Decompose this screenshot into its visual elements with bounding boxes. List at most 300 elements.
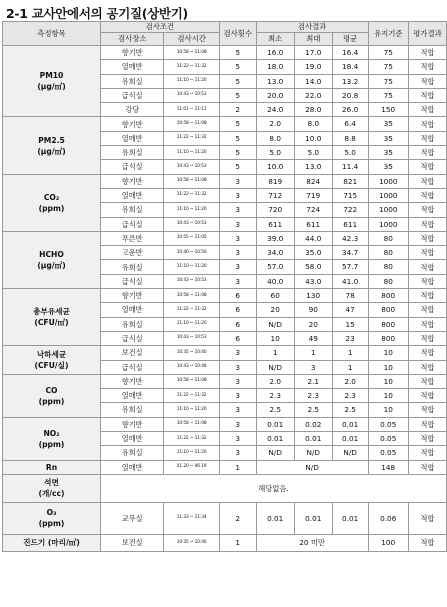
header-place: 검사장소 xyxy=(101,33,164,46)
place-cell: 유희실 xyxy=(101,317,164,331)
place-cell: 급식실 xyxy=(101,360,164,374)
min-cell: 13.0 xyxy=(256,74,294,88)
max-cell: 90 xyxy=(294,303,332,317)
count-cell: 3 xyxy=(219,432,256,446)
count-cell: 6 xyxy=(219,331,256,345)
standard-cell: 148 xyxy=(368,460,408,474)
count-cell: 3 xyxy=(219,346,256,360)
max-cell: 5.0 xyxy=(294,146,332,160)
time-cell: 10:43 ~ 10:53 xyxy=(164,217,219,231)
min-cell: 10 xyxy=(256,331,294,345)
count-cell: 6 xyxy=(219,317,256,331)
avg-cell: 722 xyxy=(332,203,368,217)
count-cell: 3 xyxy=(219,417,256,431)
place-cell: 열매반 xyxy=(101,188,164,202)
time-cell: 11:10 ~ 11:20 xyxy=(164,317,219,331)
standard-cell: 0.06 xyxy=(368,502,408,534)
avg-cell: 41.0 xyxy=(332,274,368,288)
min-cell: 20 xyxy=(256,303,294,317)
item-unit: (개/cc) xyxy=(38,489,65,499)
max-cell: 0.01 xyxy=(294,432,332,446)
min-cell: 18.0 xyxy=(256,60,294,74)
max-cell: 0.01 xyxy=(294,502,332,534)
count-cell: 1 xyxy=(219,460,256,474)
header-min: 최소 xyxy=(256,33,294,46)
avg-cell: 13.2 xyxy=(332,74,368,88)
max-cell: 2.1 xyxy=(294,374,332,388)
count-cell: 3 xyxy=(219,260,256,274)
max-cell: 130 xyxy=(294,289,332,303)
place-cell: 유희실 xyxy=(101,446,164,460)
count-cell: 2 xyxy=(219,103,256,117)
item-name: CO xyxy=(45,385,58,395)
item-unit: (μg/㎥) xyxy=(37,82,66,92)
count-cell: 3 xyxy=(219,246,256,260)
max-cell: 17.0 xyxy=(294,46,332,60)
min-cell: 819 xyxy=(256,174,294,188)
max-cell: 10.0 xyxy=(294,131,332,145)
item-name-cell xyxy=(3,502,101,534)
eval-cell: 적합 xyxy=(408,346,446,360)
place-cell: 급식실 xyxy=(101,331,164,345)
eval-cell: 적합 xyxy=(408,331,446,345)
standard-cell: 10 xyxy=(368,346,408,360)
eval-cell: 적합 xyxy=(408,289,446,303)
min-cell: 1 xyxy=(256,346,294,360)
time-cell: 11:10 ~ 11:20 xyxy=(164,403,219,417)
item-name: CO₂ xyxy=(43,192,60,202)
place-cell: 열매반 xyxy=(101,389,164,403)
header-max: 최대 xyxy=(294,33,332,46)
min-cell: 0.01 xyxy=(256,502,294,534)
item-name-cell xyxy=(3,289,101,346)
item-name-cell xyxy=(3,374,101,417)
avg-cell: 1 xyxy=(332,346,368,360)
standard-cell: 35 xyxy=(368,146,408,160)
header-standard: 유지기준 xyxy=(368,22,408,46)
time-cell: 10:58 ~ 11:08 xyxy=(164,46,219,60)
place-cell: 열매반 xyxy=(101,432,164,446)
avg-cell: 16.4 xyxy=(332,46,368,60)
time-cell: 10:43 ~ 10:53 xyxy=(164,88,219,102)
header-result: 검사결과 xyxy=(256,22,368,33)
eval-cell: 적합 xyxy=(408,160,446,174)
place-cell: 열매반 xyxy=(101,460,164,474)
standard-cell: 0.05 xyxy=(368,417,408,431)
avg-cell: 0.01 xyxy=(332,432,368,446)
min-cell: 57.0 xyxy=(256,260,294,274)
standard-cell: 800 xyxy=(368,289,408,303)
time-cell: 11:22 ~ 11:32 xyxy=(164,188,219,202)
count-cell: 3 xyxy=(219,360,256,374)
avg-cell: 78 xyxy=(332,289,368,303)
eval-cell: 적합 xyxy=(408,502,446,534)
item-name: Rn xyxy=(45,462,58,472)
item-unit: (ppm) xyxy=(38,439,65,449)
avg-cell: 0.01 xyxy=(332,502,368,534)
min-cell: 60 xyxy=(256,289,294,303)
count-cell: 3 xyxy=(219,217,256,231)
time-cell: 10:58 ~ 11:08 xyxy=(164,417,219,431)
min-cell: 2.3 xyxy=(256,389,294,403)
time-cell: 11:10 ~ 11:20 xyxy=(164,260,219,274)
min-cell: 40.0 xyxy=(256,274,294,288)
place-cell: 향기반 xyxy=(101,374,164,388)
count-cell: 3 xyxy=(219,403,256,417)
standard-cell: 100 xyxy=(368,534,408,551)
min-cell: 2.0 xyxy=(256,374,294,388)
table-row xyxy=(3,174,447,188)
standard-cell: 80 xyxy=(368,231,408,245)
max-cell: 49 xyxy=(294,331,332,345)
time-cell: 10:43 ~ 10:48 xyxy=(164,360,219,374)
header-eval: 평가결과 xyxy=(408,22,446,46)
header-condition: 검사조건 xyxy=(101,22,220,33)
standard-cell: 80 xyxy=(368,260,408,274)
item-name: 총부유세균 xyxy=(33,307,70,317)
item-unit: (μg/㎥) xyxy=(37,260,66,270)
table-row xyxy=(3,474,447,502)
avg-cell: N/D xyxy=(332,446,368,460)
time-cell: 10:43 ~ 10:53 xyxy=(164,331,219,345)
min-cell: N/D xyxy=(256,317,294,331)
time-cell: 11:01 ~ 11:11 xyxy=(164,103,219,117)
count-cell: 5 xyxy=(219,160,256,174)
max-cell: 22.0 xyxy=(294,88,332,102)
count-cell: 5 xyxy=(219,88,256,102)
eval-cell: 적합 xyxy=(408,360,446,374)
count-cell: 1 xyxy=(219,534,256,551)
item-name-cell xyxy=(3,117,101,174)
place-cell: 고운반 xyxy=(101,246,164,260)
table-row xyxy=(3,117,447,131)
eval-cell: 적합 xyxy=(408,131,446,145)
standard-cell: 0.05 xyxy=(368,446,408,460)
eval-cell: 적합 xyxy=(408,203,446,217)
count-cell: 3 xyxy=(219,274,256,288)
place-cell: 급식실 xyxy=(101,160,164,174)
item-unit: (ppm) xyxy=(38,203,65,213)
eval-cell: 적합 xyxy=(408,103,446,117)
table-row xyxy=(3,231,447,245)
avg-cell: 611 xyxy=(332,217,368,231)
time-cell: 10:58 ~ 11:08 xyxy=(164,289,219,303)
result-cell: N/D xyxy=(256,460,368,474)
eval-cell: 적합 xyxy=(408,88,446,102)
count-cell: 3 xyxy=(219,446,256,460)
place-cell: 유희실 xyxy=(101,260,164,274)
avg-cell: 5.0 xyxy=(332,146,368,160)
min-cell: 712 xyxy=(256,188,294,202)
avg-cell: 6.4 xyxy=(332,117,368,131)
avg-cell: 821 xyxy=(332,174,368,188)
time-cell: 10:58 ~ 11:08 xyxy=(164,374,219,388)
place-cell: 향기반 xyxy=(101,289,164,303)
item-name: PM10 xyxy=(39,71,64,81)
avg-cell: 8.8 xyxy=(332,131,368,145)
result-cell: 20 미만 xyxy=(256,534,368,551)
place-cell: 급식실 xyxy=(101,274,164,288)
item-unit: (μg/㎥) xyxy=(37,146,66,156)
header-time: 검사시간 xyxy=(164,33,219,46)
max-cell: 724 xyxy=(294,203,332,217)
max-cell: 13.0 xyxy=(294,160,332,174)
max-cell: 1 xyxy=(294,346,332,360)
max-cell: 14.0 xyxy=(294,74,332,88)
place-cell: 급식실 xyxy=(101,88,164,102)
min-cell: 34.0 xyxy=(256,246,294,260)
standard-cell: 75 xyxy=(368,60,408,74)
place-cell: 푸른반 xyxy=(101,231,164,245)
avg-cell: 20.8 xyxy=(332,88,368,102)
max-cell: 43.0 xyxy=(294,274,332,288)
header-count: 검사횟수 xyxy=(219,22,256,46)
avg-cell: 0.01 xyxy=(332,417,368,431)
place-cell: 급식실 xyxy=(101,217,164,231)
eval-cell: 적합 xyxy=(408,374,446,388)
time-cell: 11:22 ~ 11:32 xyxy=(164,60,219,74)
eval-cell: 적합 xyxy=(408,274,446,288)
count-cell: 3 xyxy=(219,231,256,245)
standard-cell: 35 xyxy=(368,160,408,174)
max-cell: 8.0 xyxy=(294,117,332,131)
eval-cell: 적합 xyxy=(408,217,446,231)
max-cell: 28.0 xyxy=(294,103,332,117)
max-cell: 44.0 xyxy=(294,231,332,245)
avg-cell: 26.0 xyxy=(332,103,368,117)
place-cell: 유희실 xyxy=(101,146,164,160)
time-cell: 10:40 ~ 10:50 xyxy=(164,246,219,260)
item-unit: (CFU/㎥) xyxy=(34,318,69,328)
standard-cell: 35 xyxy=(368,131,408,145)
min-cell: 5.0 xyxy=(256,146,294,160)
item-name-cell xyxy=(3,46,101,117)
count-cell: 3 xyxy=(219,374,256,388)
table-row xyxy=(3,534,447,551)
min-cell: N/D xyxy=(256,446,294,460)
standard-cell: 75 xyxy=(368,46,408,60)
standard-cell: 10 xyxy=(368,374,408,388)
place-cell: 보건실 xyxy=(101,346,164,360)
avg-cell: 715 xyxy=(332,188,368,202)
table-row xyxy=(3,289,447,303)
table-row xyxy=(3,46,447,60)
max-cell: 0.02 xyxy=(294,417,332,431)
item-name: O₃ xyxy=(46,508,57,518)
time-cell: 10:43 ~ 10:53 xyxy=(164,160,219,174)
min-cell: 720 xyxy=(256,203,294,217)
place-cell: 향기반 xyxy=(101,117,164,131)
eval-cell: 적합 xyxy=(408,432,446,446)
time-cell: 10:58 ~ 11:08 xyxy=(164,117,219,131)
item-name-cell xyxy=(3,534,101,551)
count-cell: 5 xyxy=(219,46,256,60)
place-cell: 보건실 xyxy=(101,534,164,551)
item-name-cell xyxy=(3,474,101,502)
min-cell: 2.0 xyxy=(256,117,294,131)
time-cell: 10:35 ~ 10:40 xyxy=(164,534,219,551)
eval-cell: 적합 xyxy=(408,146,446,160)
place-cell: 향기반 xyxy=(101,46,164,60)
avg-cell: 47 xyxy=(332,303,368,317)
item-name-cell xyxy=(3,417,101,460)
avg-cell: 2.5 xyxy=(332,403,368,417)
avg-cell: 57.7 xyxy=(332,260,368,274)
eval-cell: 적합 xyxy=(408,246,446,260)
eval-cell: 적합 xyxy=(408,231,446,245)
min-cell: 10.0 xyxy=(256,160,294,174)
max-cell: 611 xyxy=(294,217,332,231)
count-cell: 3 xyxy=(219,389,256,403)
page-title: 2-1 교사안에서의 공기질(상반기) xyxy=(6,6,188,21)
place-cell: 향기반 xyxy=(101,417,164,431)
eval-cell: 적합 xyxy=(408,403,446,417)
item-unit: (ppm) xyxy=(38,396,65,406)
standard-cell: 150 xyxy=(368,103,408,117)
eval-cell: 적합 xyxy=(408,460,446,474)
standard-cell: 1000 xyxy=(368,174,408,188)
standard-cell: 800 xyxy=(368,331,408,345)
eval-cell: 적합 xyxy=(408,188,446,202)
item-name: HCHO xyxy=(39,249,64,259)
count-cell: 6 xyxy=(219,289,256,303)
item-name-cell xyxy=(3,460,101,474)
time-cell: 11:10 ~ 11:20 xyxy=(164,146,219,160)
eval-cell: 적합 xyxy=(408,417,446,431)
min-cell: 611 xyxy=(256,217,294,231)
eval-cell: 적합 xyxy=(408,446,446,460)
time-cell: 10:35 ~ 10:40 xyxy=(164,346,219,360)
min-cell: 0.01 xyxy=(256,432,294,446)
item-name-cell xyxy=(3,231,101,288)
time-cell: 11:22 ~ 11:32 xyxy=(164,131,219,145)
count-cell: 3 xyxy=(219,188,256,202)
standard-cell: 10 xyxy=(368,389,408,403)
place-cell: 향기반 xyxy=(101,174,164,188)
header-item: 측정항목 xyxy=(3,22,101,46)
count-cell: 3 xyxy=(219,203,256,217)
eval-cell: 적합 xyxy=(408,389,446,403)
place-cell: 유희실 xyxy=(101,403,164,417)
eval-cell: 적합 xyxy=(408,46,446,60)
table-row xyxy=(3,460,447,474)
max-cell: 824 xyxy=(294,174,332,188)
max-cell: 2.3 xyxy=(294,389,332,403)
standard-cell: 10 xyxy=(368,403,408,417)
count-cell: 5 xyxy=(219,146,256,160)
max-cell: 19.0 xyxy=(294,60,332,74)
item-name: 진드기 (마리/㎡) xyxy=(23,538,80,548)
place-cell: 강당 xyxy=(101,103,164,117)
min-cell: 0.01 xyxy=(256,417,294,431)
eval-cell: 적합 xyxy=(408,534,446,551)
count-cell: 2 xyxy=(219,502,256,534)
count-cell: 5 xyxy=(219,117,256,131)
item-name: 석면 xyxy=(44,478,59,488)
item-unit: (ppm) xyxy=(38,519,65,529)
max-cell: 58.0 xyxy=(294,260,332,274)
eval-cell: 적합 xyxy=(408,303,446,317)
standard-cell: 80 xyxy=(368,246,408,260)
avg-cell: 2.3 xyxy=(332,389,368,403)
item-name: 낙하세균 xyxy=(36,350,67,360)
min-cell: 8.0 xyxy=(256,131,294,145)
table-body xyxy=(3,46,447,552)
place-cell: 열매반 xyxy=(101,131,164,145)
table-row xyxy=(3,417,447,431)
item-name-cell xyxy=(3,174,101,231)
min-cell: N/D xyxy=(256,360,294,374)
time-cell: 10:58 ~ 11:08 xyxy=(164,174,219,188)
header-avg: 평균 xyxy=(332,33,368,46)
avg-cell: 15 xyxy=(332,317,368,331)
place-cell: 교무실 xyxy=(101,502,164,534)
max-cell: 3 xyxy=(294,360,332,374)
max-cell: 2.5 xyxy=(294,403,332,417)
min-cell: 39.0 xyxy=(256,231,294,245)
standard-cell: 80 xyxy=(368,274,408,288)
item-unit: (CFU/실) xyxy=(34,361,69,371)
place-cell: 열매반 xyxy=(101,60,164,74)
standard-cell: 0.05 xyxy=(368,432,408,446)
count-cell: 3 xyxy=(219,174,256,188)
max-cell: 719 xyxy=(294,188,332,202)
standard-cell: 10 xyxy=(368,360,408,374)
time-cell: 11:22 ~ 11:32 xyxy=(164,389,219,403)
standard-cell: 1000 xyxy=(368,217,408,231)
min-cell: 2.5 xyxy=(256,403,294,417)
standard-cell: 800 xyxy=(368,317,408,331)
max-cell: 20 xyxy=(294,317,332,331)
avg-cell: 1 xyxy=(332,360,368,374)
avg-cell: 18.4 xyxy=(332,60,368,74)
avg-cell: 34.7 xyxy=(332,246,368,260)
time-cell: 11:22 ~ 11:32 xyxy=(164,432,219,446)
max-cell: 35.0 xyxy=(294,246,332,260)
avg-cell: 23 xyxy=(332,331,368,345)
standard-cell: 800 xyxy=(368,303,408,317)
min-cell: 20.0 xyxy=(256,88,294,102)
table-row xyxy=(3,346,447,360)
max-cell: N/D xyxy=(294,446,332,460)
eval-cell: 적합 xyxy=(408,74,446,88)
count-cell: 5 xyxy=(219,74,256,88)
table-row xyxy=(3,374,447,388)
time-cell: 11:10 ~ 11:20 xyxy=(164,203,219,217)
avg-cell: 11.4 xyxy=(332,160,368,174)
time-cell: 01.20 ~ 06.19 xyxy=(164,460,219,474)
table-row xyxy=(3,502,447,534)
avg-cell: 42.3 xyxy=(332,231,368,245)
time-cell: 11:10 ~ 11:20 xyxy=(164,74,219,88)
eval-cell: 적합 xyxy=(408,117,446,131)
place-cell: 유희실 xyxy=(101,74,164,88)
eval-cell: 적합 xyxy=(408,174,446,188)
place-cell: 유희실 xyxy=(101,203,164,217)
standard-cell: 1000 xyxy=(368,203,408,217)
item-name: NO₂ xyxy=(43,428,60,438)
min-cell: 24.0 xyxy=(256,103,294,117)
time-cell: 11:22 ~ 11:32 xyxy=(164,303,219,317)
eval-cell: 적합 xyxy=(408,317,446,331)
time-cell: 11:10 ~ 11:20 xyxy=(164,446,219,460)
eval-cell: 적합 xyxy=(408,260,446,274)
air-quality-table xyxy=(2,21,447,552)
note-cell: 해당없음. xyxy=(101,474,447,502)
count-cell: 5 xyxy=(219,60,256,74)
avg-cell: 2.0 xyxy=(332,374,368,388)
place-cell: 열매반 xyxy=(101,303,164,317)
